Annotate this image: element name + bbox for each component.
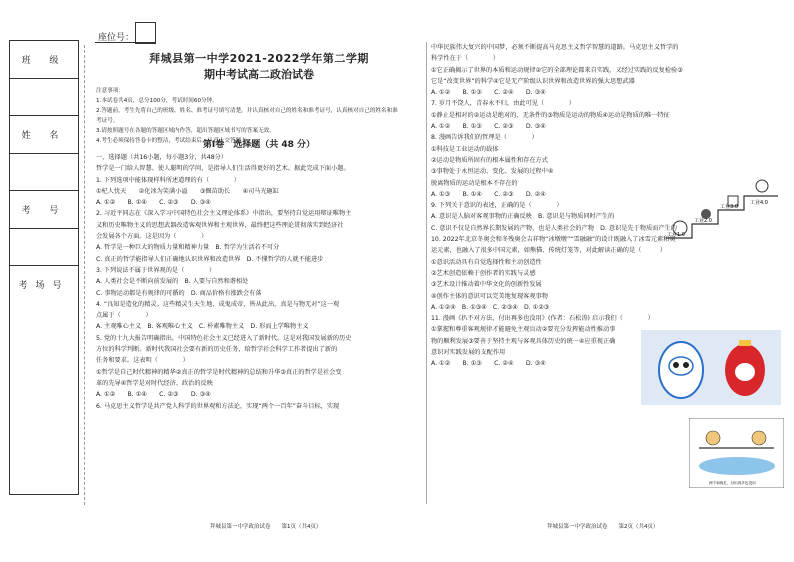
question-line: 它是“改变世界”的科学④它是无产阶级认识世界和改造世界的强大思想武器 <box>431 77 635 85</box>
question-line: A. ①② B. ①③ C. ②④ D. ③④ <box>431 89 546 97</box>
question-line: 会发展各个方面。这是因为（ ） <box>96 233 208 241</box>
question-line: A. ①③ B. ①④ C. ②③ D. ②④ <box>431 190 546 198</box>
question-line: C. 意识不仅是自然界长期发展的产物，也是人类社会的产物 D. 意识是先于物质而产生的 <box>431 224 677 232</box>
question-line: 6. 马克思主义哲学是共产党人科学的世界观和方法论，实现“两个一百年”奋斗目标，实现 <box>96 402 340 410</box>
monk-right-icon <box>752 431 766 445</box>
stage1-label: 工业1.0 <box>667 232 685 238</box>
question-line: A. ①② B. ①④ C. ②③ D. ③④ <box>96 199 211 207</box>
exam-number-answer-cell[interactable] <box>10 229 78 267</box>
question-line: 义和历史唯物主义的思想武器改造客观世界和主观世界，最终把这些理论贯彻落实到经济社 <box>96 221 344 229</box>
question-line: 中华民族伟大复兴的中国梦，必须不断提高马克思主义哲学智慧的道路。马克思主义哲学的 <box>431 44 679 51</box>
question-line: A. ①② B. ①④ C. ②③ D. ③④ <box>96 391 211 399</box>
page1-footer: 拜城县第一中学政治试卷 第1页（共4页） <box>210 524 322 530</box>
notice-line: 4.考生必须保持答卷卡的整洁，考试结束后，认真上交答题卡。 <box>96 138 253 144</box>
seat-underline <box>95 42 155 43</box>
exam-number-cell: 考 号 <box>10 191 78 229</box>
notice-line: 考证号。 <box>96 118 119 124</box>
panda-eye-right <box>683 362 689 368</box>
cartoon-figure <box>689 418 784 488</box>
question-line: 2. 习近平同志在《深入学习中国特色社会主义理论体系》中指出，要坚持自觉运用辩证唯物主 <box>96 210 352 218</box>
question-line: ②艺术创造依赖于创作者的实践与灵感 <box>431 269 536 277</box>
question-line: ①掌握和尊重客观规律才能避免主观盲动②要充分发挥能动性推动事 <box>431 326 616 334</box>
question-line: C. 真正的哲学能指导人们正确地认识世界和改造世界 D. 不懂哲学的人就不能进步 <box>96 255 324 263</box>
water-pool <box>699 457 775 475</box>
seat-number-label: 座位号： <box>98 33 135 43</box>
question-line: 方位的科学判断。新时代我国社会要有新的历史任务，给哲学社会科学工作者提出了新的 <box>96 346 338 354</box>
robot-icon <box>756 180 768 192</box>
question-line: ④创作主体的意识可以完美地复现客观事物 <box>431 292 548 300</box>
class-cell: 班 级 <box>10 41 78 79</box>
question-line: A. ①② B. ①③ C. ②④ D. ③④ <box>431 360 546 368</box>
question-line: C. 事物运动都是有规律的可循的 D. 商品价格有涨跌会有落 <box>96 289 262 297</box>
monk-left-icon <box>706 431 720 445</box>
question-line: 科学性在于（ ） <box>431 55 500 63</box>
lantern-face <box>735 363 755 381</box>
question-line: A. 哲学是一种巨大的物质力量和精神力量 B. 哲学为生活若不可分 <box>96 244 280 252</box>
question-line: 物的顺利发展③要善于坚持主观与客观具体历史的统一④应重视正确 <box>431 337 616 345</box>
cartoon-frame <box>689 418 784 488</box>
question-line: 10. 2022年北京冬奥会和冬残奥会吉祥物“冰墩墩”“雪融融”的设计既融入了冰雪元素和奥 <box>431 236 676 244</box>
question-line: A. 主观唯心主义 B. 客观唯心主义 C. 朴素唯物主义 D. 形而上学唯物主义 <box>96 323 309 331</box>
question-line: 点属于（ ） <box>96 312 152 320</box>
question-line: ①哲学是自己时代精神的精华②真正的哲学是时代精神的总结和升华③真正的哲学是社会变 <box>96 368 342 376</box>
seat-number-box[interactable] <box>135 22 156 44</box>
mascots-figure <box>641 330 781 405</box>
question-line: 革的先导④哲学是对时代经济、政治的反映 <box>96 379 213 387</box>
question-line: A. 意识是人脑对客观事物的正确反映 B. 意识是与物质同时产生的 <box>431 213 615 221</box>
question-line: 意识对实践发展的支配作用 <box>431 349 506 357</box>
question-line: 运元素，也融入了很多中国元素，如熊猫、传统灯笼等，对此解读正确的是（ ） <box>431 247 667 255</box>
question-line: 5. 党的十九大报告明确指出，中国特色社会主义已经进入了新时代。这是对我国发展新的历史 <box>96 334 352 342</box>
notice-line: 2.答题前，考生先将自己的班级、姓名、准考证号填写清楚，并认真核对自己的姓名和准考证号，认真核对自己的姓名和准 <box>96 108 398 114</box>
exam-title: 拜城县第一中学2021-2022学年第二学期 <box>149 52 369 65</box>
page-divider <box>426 42 427 504</box>
notice-line: 3.请按照题号在各题的答题区域内作答，超出答题区域书写的答案无效。 <box>96 128 275 134</box>
question-line: ①意识活动具有自觉选择性和主动创造性 <box>431 258 542 266</box>
panda-eye-left <box>673 362 679 368</box>
question-line: ①静止是相对的②运动是绝对的、无条件的③物质是运动的物质④运动是物质的唯一特征 <box>431 111 670 119</box>
fold-line <box>84 45 91 505</box>
question-line: 7. 岁月不饶人，青春永不归，由此可见（ ） <box>431 100 575 108</box>
question-line: 脱离物质的运动是根本不存在的 <box>431 179 518 187</box>
question-line: A. ①② B. ①③ C. ②③ D. ③④ <box>431 123 546 131</box>
left-column <box>96 152 422 412</box>
question-line: A. 人类社会是不断向前发展的 B. 人要与自然和谐相处 <box>96 278 249 286</box>
name-cell: 姓 名 <box>10 116 78 154</box>
industry-staircase-figure <box>662 176 782 244</box>
cartoon-caption: 两个和尚扛，付出再多也没用 <box>709 481 756 485</box>
student-info-table <box>9 40 79 495</box>
question-line: 哲学是一门给人智慧、使人聪明的学问，是指导人们生活得更好的艺术。据此完成下面小题。 <box>96 165 350 173</box>
question-line: 1. 下列选项中能体现样科所述道理的有（ ） <box>96 176 240 184</box>
question-line: 任务和要求。这表明（ ） <box>96 357 189 365</box>
question-line: ①它正确揭示了世界的本质和运动规律②它的全部理论都来自实践，又经过实践的反复检验③ <box>431 66 683 74</box>
question-line: ①科技是工业运动的载体 <box>431 145 499 153</box>
question-line: A. ①②④ B. ①③④ C. ②③④ D. ①②③ <box>431 303 550 311</box>
stage3-label: 工业3.0 <box>720 204 738 210</box>
stage2-label: 工业2.0 <box>694 218 712 224</box>
bing-dwen-dwen-icon <box>659 342 703 398</box>
exam-subtitle: 期中考试高二政治试卷 <box>204 68 314 81</box>
question-line: ①杞人忧天 ②化冰为笑满小溢 ③揠苗助长 ④司马光砸缸 <box>96 187 280 195</box>
question-line: 一、选择题（共16小题，每小题3分，共48分） <box>96 154 228 161</box>
question-line: 4. “良知是造化的精灵。这些精灵生天生地、成鬼成帝，皆从此出，真是与物无对”这一观 <box>96 300 340 308</box>
question-line: ③事物处于永恒运动、变化、发展的过程中④ <box>431 168 554 176</box>
notice-line: 注意事项： <box>96 88 124 94</box>
section-title: 第Ⅰ卷 选择题（共 48 分） <box>202 140 316 150</box>
lantern-top <box>739 340 751 346</box>
page2-footer: 拜城县第一中学政治试卷 第2页（共4页） <box>547 524 659 530</box>
class-answer-cell[interactable] <box>10 79 78 117</box>
question-line: 11. 漫画《扒不对方法，付出再多也没用》(作者：石松涛) 启示我们（ ） <box>431 315 654 323</box>
question-line: ②运动是物质所固有的根本属性和存在方式 <box>431 156 548 164</box>
notice-line: 1.本试卷共4页，总分100分，考试时间60分钟。 <box>96 98 218 104</box>
question-line: 9. 下列关于意识的表述，正确的是（ ） <box>431 202 563 210</box>
question-line: 3. 下列说法不属于世界观的是（ ） <box>96 266 216 274</box>
name-answer-cell[interactable] <box>10 154 78 192</box>
stage4-label: 工业4.0 <box>750 200 768 206</box>
question-line: 8. 漫画告诉我们的哲理是（ ） <box>431 134 538 142</box>
question-line: ③艺术设计推动着中华文化的创新性发展 <box>431 281 542 289</box>
exam-room-cell: 考场号 <box>18 281 70 292</box>
